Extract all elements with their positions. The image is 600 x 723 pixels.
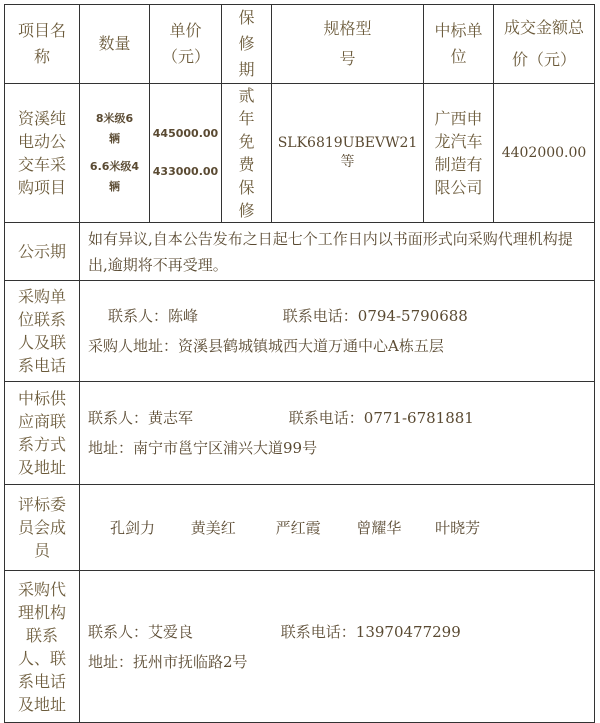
committee-member: 黄美红 [190,519,236,537]
header-spec: 规格型号 [272,5,424,84]
agency-contact: 联系人：艾爱良 [88,622,194,641]
committee-member: 叶晓芳 [435,519,481,537]
price-1: 445000.00 [152,127,219,140]
agency-label: 采购代理机构联系人、联系电话及地址 [5,571,80,723]
agency-address: 地址：抚州市抚临路2号 [88,652,248,671]
committee-label: 评标委员会成员 [5,485,80,571]
committee-member: 曾耀华 [356,519,402,537]
committee-member: 严红霞 [275,519,321,537]
project-supplier: 广西申龙汽车制造有限公司 [424,84,494,223]
project-name: 资溪纯电动公交车采购项目 [5,84,80,223]
buyer-info [80,281,595,382]
notice-label: 公示期 [5,223,80,281]
quantity-1: 8米级6辆 [95,112,134,145]
winner-address: 地址：南宁市邕宁区浦兴大道99号 [88,439,318,457]
project-spec: SLK6819UBEVW21等 [272,84,424,223]
header-quantity: 数量 [80,5,150,84]
winner-info [80,382,595,485]
agency-info [80,571,595,723]
buyer-row [5,281,595,382]
header-unit-price: 单价（元） [150,5,222,84]
header-supplier: 中标单位 [424,5,494,84]
buyer-contact: 联系人：陈峰 [108,307,199,325]
project-price [150,84,222,223]
winner-row [5,382,595,485]
notice-text: 如有异议,自本公告发布之日起七个工作日内以书面形式向采购代理机构提出,逾期将不再受理。 [80,223,595,281]
header-warranty: 保修期 [222,5,272,84]
buyer-address: 采购人地址：资溪县鹤城镇城西大道万通中心A栋五层 [88,337,444,355]
winner-contact: 联系人：黄志军 [88,409,194,427]
award-table [4,4,595,723]
committee-members [80,485,595,571]
committee-member: 孔剑力 [110,519,156,537]
winner-label: 中标供应商联系方式及地址 [5,382,80,485]
project-quantity [80,84,150,223]
project-total: 4402000.00 [494,84,595,223]
price-2: 433000.00 [152,165,219,178]
quantity-2: 6.6米级4辆 [89,160,140,193]
header-project-name: 项目名称 [5,5,80,84]
header-row [5,5,595,84]
winner-phone: 联系电话：0771-6781881 [288,409,474,427]
buyer-phone: 联系电话：0794-5790688 [282,307,468,325]
header-amount: 成交金额总价（元） [494,5,595,84]
project-row [5,84,595,223]
project-warranty: 贰年免费保修 [222,84,272,223]
agency-phone: 联系电话：13970477299 [280,622,461,641]
committee-row [5,485,595,571]
notice-row [5,223,595,281]
buyer-label: 采购单位联系人及联系电话 [5,281,80,382]
agency-row [5,571,595,723]
